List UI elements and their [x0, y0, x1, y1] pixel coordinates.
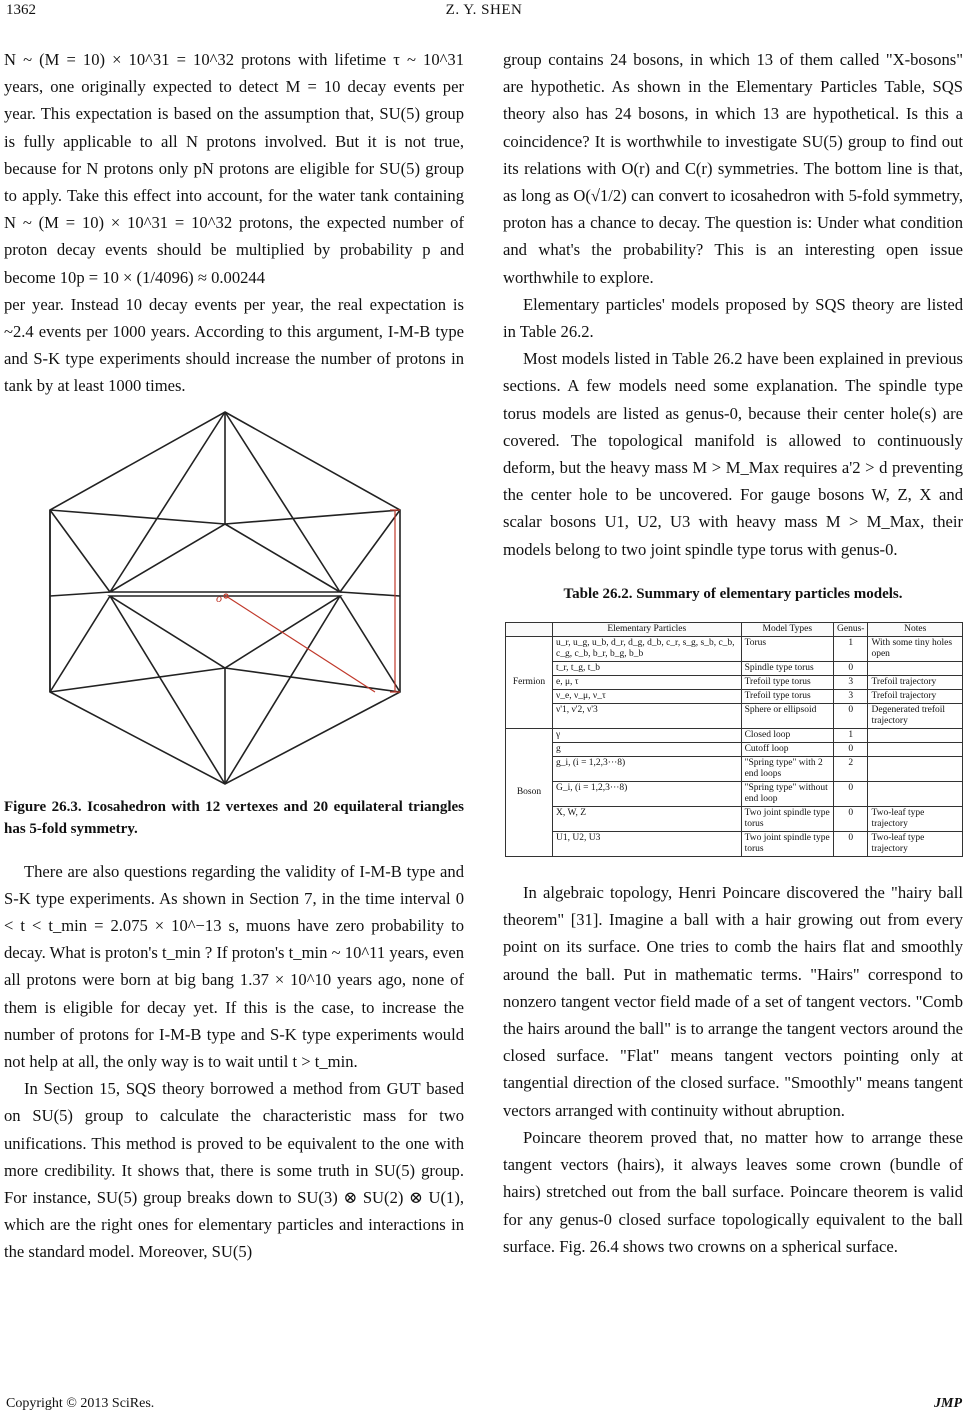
group-boson: Boson [506, 729, 553, 857]
header-notes: Notes [868, 623, 963, 637]
cell-genus: 0 [834, 704, 868, 729]
left-paragraph-2: per year. Instead 10 decay events per year, the real expectation is ~2.4 events per 1000 years. According to this argument, I-M-B type and S-K type experiments should increase the number of protons in tank by at least 1000 times. [4, 294, 464, 396]
cell-model: Sphere or ellipsoid [741, 704, 833, 729]
cell-genus: 3 [834, 676, 868, 690]
figure-label-o: o [216, 590, 222, 605]
cell-notes [868, 782, 963, 807]
cell-particles: t_r, t_g, t_b [553, 662, 742, 676]
cell-model: Two joint spindle type torus [741, 807, 833, 832]
left-column [4, 46, 464, 1266]
table-row [506, 676, 963, 690]
table-row [506, 743, 963, 757]
right-column [503, 46, 963, 1260]
header-model-types: Model Types [741, 623, 833, 637]
cell-model: Closed loop [741, 729, 833, 743]
cell-notes: Two-leaf type trajectory [868, 807, 963, 832]
table-row [506, 729, 963, 743]
cell-notes: Two-leaf type trajectory [868, 832, 963, 857]
header-genus: Genus- [834, 623, 868, 637]
page-header [0, 0, 968, 26]
cell-genus: 2 [834, 757, 868, 782]
cell-particles: X, W, Z [553, 807, 742, 832]
copyright-notice: Copyright © 2013 SciRes. [6, 1396, 155, 1411]
cell-particles: g_i, (i = 1,2,3···8) [553, 757, 742, 782]
cell-model: Cutoff loop [741, 743, 833, 757]
cell-notes [868, 729, 963, 743]
cell-genus: 3 [834, 690, 868, 704]
table-header-row [506, 623, 963, 637]
icosahedron-figure [40, 406, 410, 790]
table-row [506, 757, 963, 782]
cell-particles: γ [553, 729, 742, 743]
cell-genus: 1 [834, 637, 868, 662]
cell-particles: ν_e, ν_μ, ν_τ [553, 690, 742, 704]
cell-particles: U1, U2, U3 [553, 832, 742, 857]
right-paragraph-1: group contains 24 bosons, in which 13 of them called "X-bosons" are hypothetic. As shown in the Elementary Particles Table, SQS theory also has 24 bosons, in which 13 are hypothetical. Is this a coincidence? It is worthwhile to investigate SU(5) group to find out its relations with O(r) and C(r) symmetries. The bottom line is that, as long as O(√1/2) can convert to icosahedron with 5-fold symmetry, proton has a chance to decay. The question is: Under what condition and what's the probability? This is an interesting open issue worthwhile to explore. [503, 50, 963, 287]
cell-model: Two joint spindle type torus [741, 832, 833, 857]
table-row [506, 662, 963, 676]
running-title: Z. Y. SHEN [445, 2, 523, 18]
cell-notes [868, 757, 963, 782]
cell-particles: g [553, 743, 742, 757]
cell-notes [868, 743, 963, 757]
table-row [506, 807, 963, 832]
journal-abbrev: JMP [934, 1396, 962, 1411]
cell-notes: Trefoil trajectory [868, 690, 963, 704]
cell-genus: 1 [834, 729, 868, 743]
table-row [506, 832, 963, 857]
cell-model: Spindle type torus [741, 662, 833, 676]
figure-caption: Figure 26.3. Icosahedron with 12 vertexes and 20 equilateral triangles has 5-fold symmetry. [4, 798, 464, 837]
right-paragraph-3: Most models listed in Table 26.2 have been explained in previous sections. A few models need some explanation. The spindle type torus models are listed as genus-0, because their center hole(s) are covered. The topological manifold is allowed to continuously deform, but the heavy mass M > M_Max requires a'2 > d preventing the center hole to be uncovered. For gauge bosons W, Z, X and scalar bosons U1, U2, U3 with heavy mass M > M_Max, their models belong to two joint spindle type torus with genus-0. [503, 349, 963, 559]
page-number: 1362 [6, 2, 36, 18]
group-fermion: Fermion [506, 637, 553, 729]
table-caption: Table 26.2. Summary of elementary particles models. [563, 585, 903, 602]
cell-notes: Trefoil trajectory [868, 676, 963, 690]
cell-model: Torus [741, 637, 833, 662]
left-paragraph-4: In Section 15, SQS theory borrowed a method from GUT based on SU(5) group to calculate the characteristic mass for two unifications. This method is proved to be equivalent to the one with more credibility. It shows that, there is some truth in SU(5) group. For instance, SU(5) group breaks down to SU(3) ⊗ SU(2) ⊗ U(1), which are the right ones for elementary particles and interactions in the standard model. Moreover, SU(5) [4, 1079, 464, 1262]
left-paragraph-1: N ~ (M = 10) × 10^31 = 10^32 protons with lifetime τ ~ 10^31 years, one originally expected to detect M = 10 decay events per year. This expectation is based on the assumption that, SU(5) group is fully applicable to all N protons involved. But it is not true, because for N protons only pN protons are eligible for SU(5) group to apply. Take this effect into account, for the water tank containing N ~ (M = 10) × 10^31 = 10^32 protons, the expected number of proton decay events should be multiplied by probability p and become 10p = 10 × (1/4096) ≈ 0.00244 [4, 50, 464, 287]
right-paragraph-2: Elementary particles' models proposed by SQS theory are listed in Table 26.2. [503, 294, 963, 342]
right-paragraph-4: In algebraic topology, Henri Poincare discovered the "hairy ball theorem" [31]. Imagine a ball with a hair growing out from every point on its surface. One tries to comb the hairs flat and smoothly around the ball. Put in mathematic terms. "Hairs" correspond to nonzero tangent vector field made of a set of tangent vectors. "Comb the hairs around the ball" is to arrange the tangent vectors around the closed surface. "Flat" means tangent vectors pointing only at tangential direction of the closed surface. "Smoothly" means tangent vectors arranged with continuity without abruption. [503, 883, 963, 1120]
cell-particles: u_r, u_g, u_b, d_r, d_g, d_b, c_r, s_g, s_b, c_b, c_g, c_b, b_r, b_g, b_b [553, 637, 742, 662]
header-elementary-particles: Elementary Particles [553, 623, 742, 637]
cell-particles: G_i, (i = 1,2,3···8) [553, 782, 742, 807]
cell-particles: e, μ, τ [553, 676, 742, 690]
cell-genus: 0 [834, 743, 868, 757]
left-paragraph-3: There are also questions regarding the validity of I-M-B type and S-K type experiments. As shown in Section 7, in the time interval 0 < t < t_min = 2.075 × 10^−13 s, muons have zero probability to decay. What is proton's t_min ? If proton's t_min ~ 10^11 years, even all protons were born at big bang 1.37 × 10^10 years ago, none of them is eligible for decay yet. If this is the case, to increase the number of protons for I-M-B type and S-K type experiments would not help at all, the only way is to wait until t > t_min. [4, 861, 464, 1072]
cell-genus: 0 [834, 662, 868, 676]
table-row [506, 690, 963, 704]
cell-genus: 0 [834, 807, 868, 832]
table-row [506, 704, 963, 729]
cell-notes [868, 662, 963, 676]
cell-notes: With some tiny holes open [868, 637, 963, 662]
particles-table [505, 622, 963, 857]
right-paragraph-5: Poincare theorem proved that, no matter how to arrange these tangent vectors (hairs), it always leaves some crown (bundle of hairs) stretched out from the ball surface. Poincare theorem is valid for any genus-0 closed surface topologically equivalent to the ball surface. Fig. 26.4 shows two crowns on a spherical surface. [503, 1127, 963, 1256]
cell-particles: ν'1, ν'2, ν'3 [553, 704, 742, 729]
table-row [506, 782, 963, 807]
cell-genus: 0 [834, 782, 868, 807]
cell-model: Trefoil type torus [741, 676, 833, 690]
table-row [506, 637, 963, 662]
cell-model: "Spring type" without end loop [741, 782, 833, 807]
cell-model: "Spring type" with 2 end loops [741, 757, 833, 782]
cell-model: Trefoil type torus [741, 690, 833, 704]
cell-genus: 0 [834, 832, 868, 857]
cell-notes: Degenerated trefoil trajectory [868, 704, 963, 729]
